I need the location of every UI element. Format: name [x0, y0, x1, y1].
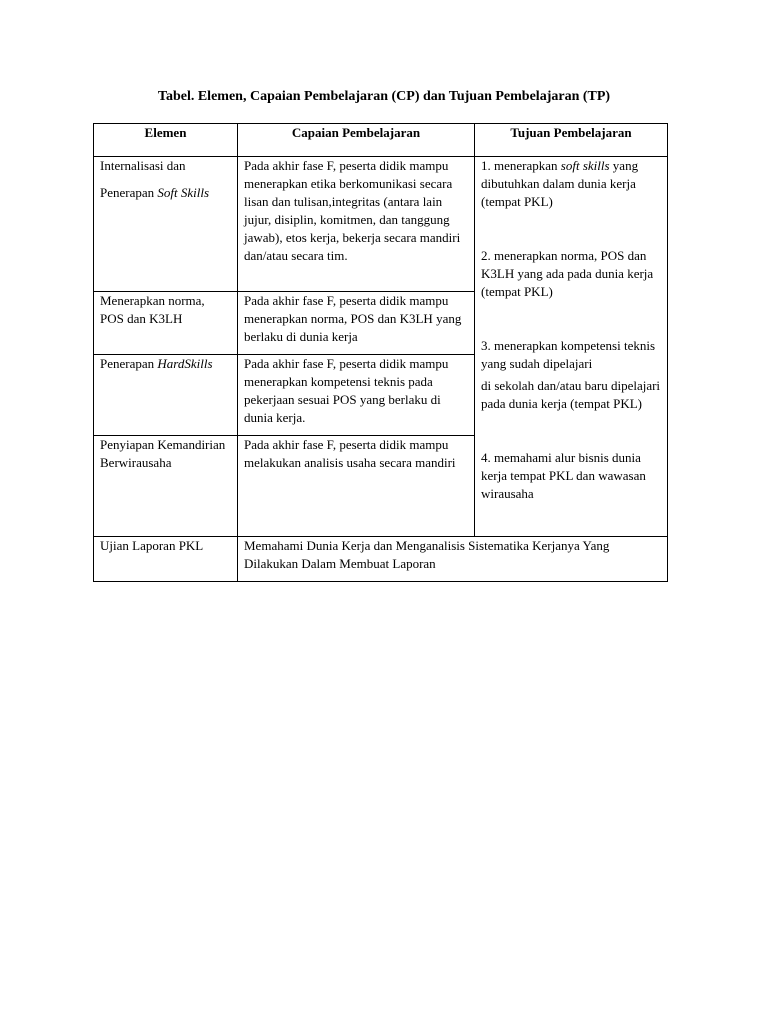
elemen-cell: Ujian Laporan PKL	[94, 537, 238, 582]
header-elemen: Elemen	[94, 124, 238, 157]
elemen-text: Penerapan Soft Skills	[100, 185, 210, 200]
table-title: Tabel. Elemen, Capaian Pembelajaran (CP) dan Tujuan Pembelajaran (TP)	[157, 89, 611, 104]
table-row	[94, 157, 668, 292]
tp-item-1: 1. menerapkan soft skills yang dibutuhkan dalam dunia kerja (tempat PKL)	[481, 158, 639, 209]
tp-item-3: 3. menerapkan kompetensi teknis yang sudah dipelajari	[481, 338, 656, 371]
cp-cell: Pada akhir fase F, peserta didik mampu melakukan analisis usaha secara mandiri	[238, 436, 475, 537]
elemen-cell: Penyiapan Kemandirian Berwirausaha	[94, 436, 238, 537]
header-capaian-pembelajaran: Capaian Pembelajaran	[238, 124, 475, 157]
elemen-text: Internalisasi dan	[100, 158, 186, 173]
tp-item-3-continued: di sekolah dan/atau baru dipelajari pada dunia kerja (tempat PKL)	[481, 378, 661, 411]
tp-cell	[475, 157, 668, 537]
cp-cell: Pada akhir fase F, peserta didik mampu menerapkan kompetensi teknis pada pekerjaan sesuai POS yang berlaku di dunia kerja.	[238, 355, 475, 436]
table-header-row	[94, 124, 668, 157]
elemen-cell: Menerapkan norma, POS dan K3LH	[94, 292, 238, 355]
ujian-desc-cell: Memahami Dunia Kerja dan Menganalisis Sistematika Kerjanya Yang Dilakukan Dalam Membuat Laporan	[238, 537, 668, 582]
cp-cell	[238, 157, 475, 292]
elemen-cell	[94, 157, 238, 292]
cp-cell: Pada akhir fase F, peserta didik mampu menerapkan norma, POS dan K3LH yang berlaku di dunia kerja	[238, 292, 475, 355]
header-tujuan-pembelajaran: Tujuan Pembelajaran	[475, 124, 668, 157]
tp-item-2: 2. menerapkan norma, POS dan K3LH yang ada pada dunia kerja (tempat PKL)	[481, 248, 654, 299]
tp-item-4: 4. memahami alur bisnis dunia kerja tempat PKL dan wawasan wirausaha	[481, 450, 646, 501]
cp-tp-table	[93, 123, 668, 582]
elemen-cell: Penerapan HardSkills	[94, 355, 238, 436]
cp-text: Pada akhir fase F, peserta didik mampu menerapkan etika berkomunikasi secara lisan dan tulisan,integritas (antara lain jujur, disiplin, komitmen, dan tanggung jawab), etos kerja, bekerja secara mandiri dan/atau secara tim.	[244, 158, 461, 263]
table-row	[94, 537, 668, 582]
